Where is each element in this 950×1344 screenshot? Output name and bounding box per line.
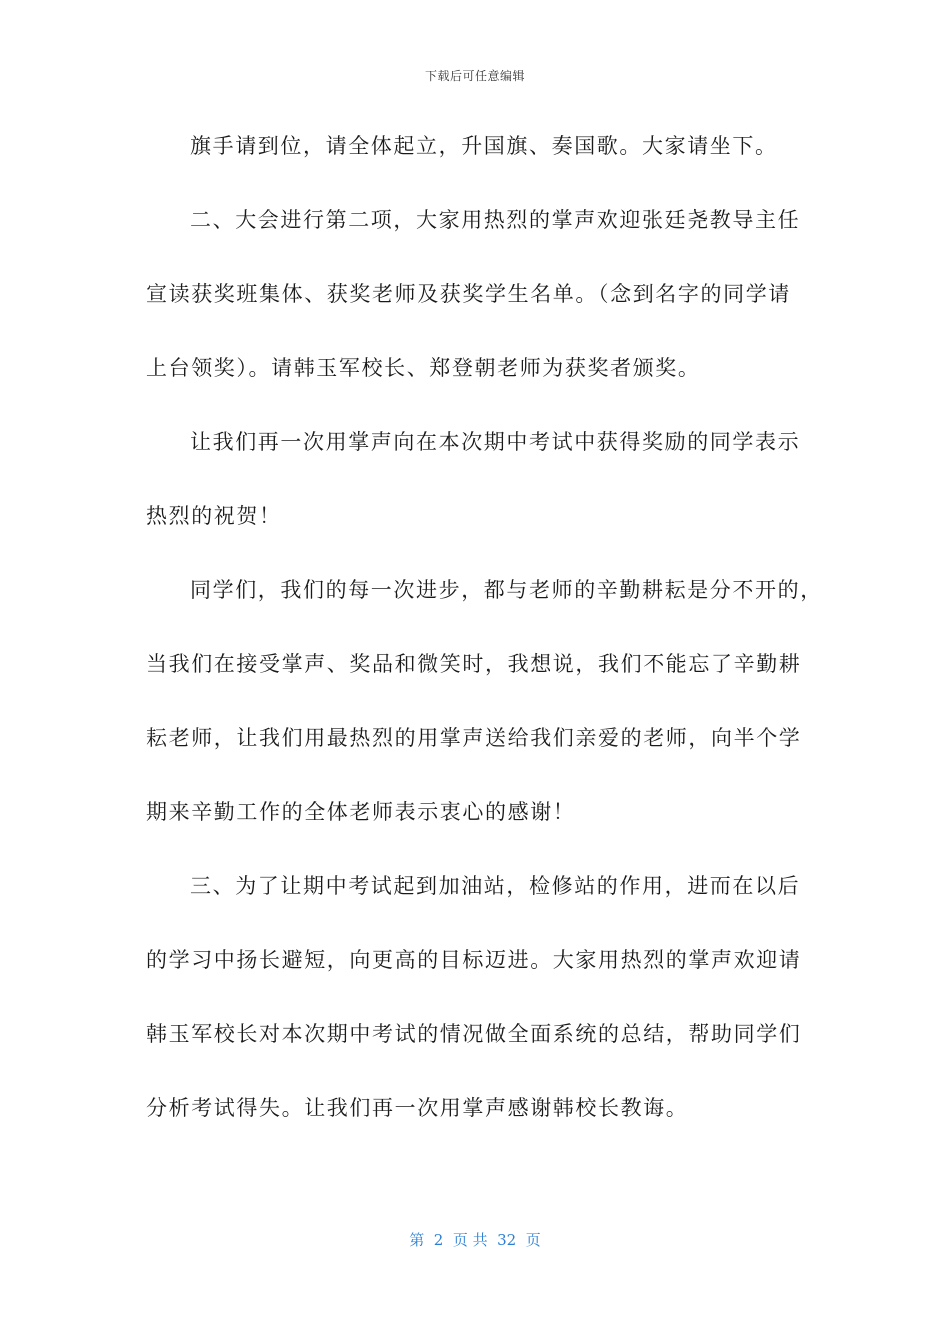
text-line: 韩玉军校长对本次期中考试的情况做全面系统的总结，帮助同学们 [146, 1022, 802, 1046]
document-body [146, 126, 823, 1162]
page-number: 第 2 页 共 32 页 [409, 1231, 541, 1249]
text-line: 上台领奖）。请韩玉军校长、郑登朝老师为获奖者颁奖。 [146, 356, 701, 380]
text-line: 让我们再一次用掌声向在本次期中考试中获得奖励的同学表示 [190, 430, 801, 454]
text-line: 旗手请到位，请全体起立，升国旗、奏国歌。大家请坐下。 [190, 134, 778, 158]
header-note: 下载后可任意编辑 [424, 69, 525, 83]
text-line: 同学们，我们的每一次进步，都与老师的辛勤耕耘是分不开的， [190, 578, 823, 602]
text-line: 的学习中扬长避短，向更高的目标迈进。大家用热烈的掌声欢迎请 [146, 948, 802, 972]
text-line: 耘老师，让我们用最热烈的用掌声送给我们亲爱的老师，向半个学 [146, 726, 802, 750]
text-line: 当我们在接受掌声、奖品和微笑时，我想说，我们不能忘了辛勤耕 [146, 652, 802, 676]
text-line: 二、大会进行第二项，大家用热烈的掌声欢迎张廷尧教导主任 [190, 208, 801, 232]
text-line: 宣读获奖班集体、获奖老师及获奖学生名单。（念到名字的同学请 [146, 282, 791, 306]
text-line: 热烈的祝贺！ [146, 504, 282, 528]
text-line: 三、为了让期中考试起到加油站，检修站的作用，进而在以后 [190, 874, 801, 898]
text-line: 期来辛勤工作的全体老师表示衷心的感谢！ [146, 800, 576, 824]
text-line: 分析考试得失。让我们再一次用掌声感谢韩校长教诲。 [146, 1096, 689, 1120]
